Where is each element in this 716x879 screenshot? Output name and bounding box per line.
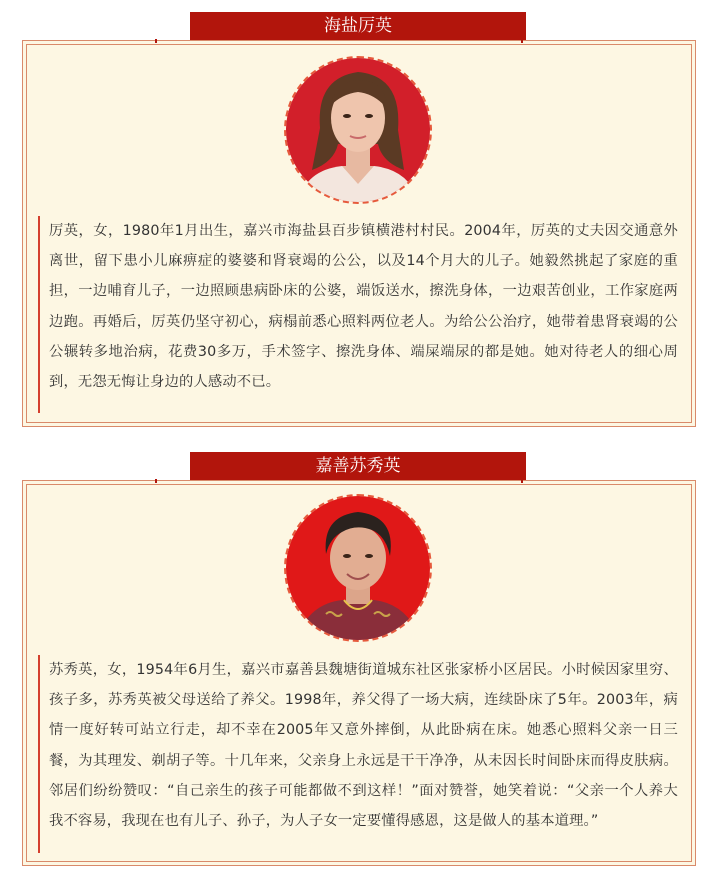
profile-bio: 厉英，女，1980年1月出生，嘉兴市海盐县百步镇横港村村民。2004年，厉英的丈夫因交通意外离世，留下患小儿麻痹症的婆婆和肾衰竭的公公，以及14个月大的儿子。她毅然挑起了家庭的重担，一边哺育儿子，一边照顾患病卧床的公婆，端饭送水，擦洗身体，一边艰苦创业，工作家庭两边跑。再婚后，厉英仍坚守初心，病榻前悉心照料两位老人。为给公公治疗，她带着患肾衰竭的公公辗转多地治病，花费30多万，手术签字、擦洗身体、端屎端尿的都是她。她对待老人的细心周到，无怨无悔让身边的人感动不已。 <box>38 216 684 413</box>
profile-bio: 苏秀英，女，1954年6月生，嘉兴市嘉善县魏塘街道城东社区张家桥小区居民。小时候因家里穷、孩子多，苏秀英被父母送给了养父。1998年，养父得了一场大病，连续卧床了5年。2003年，病情一度好转可站立行走，却不幸在2005年又意外摔倒，从此卧病在床。她悉心照料父亲一日三餐，为其理发、剃胡子等。十几年来，父亲身上永远是干干净净，从未因长时间卧床而得皮肤病。邻居们纷纷赞叹：“自己亲生的孩子可能都做不到这样！”面对赞誉，她笑着说：“父亲一个人养大我不容易，我现在也有儿子、孙子，为人子女一定要懂得感恩，这是做人的基本道理。” <box>38 655 684 853</box>
profile-name: 嘉善苏秀英 <box>315 456 401 476</box>
portrait-woman-elderly-icon <box>286 496 430 640</box>
profile-photo <box>284 56 432 204</box>
profile-photo <box>284 494 432 642</box>
frame-ornament <box>155 479 157 483</box>
profile-name: 海盐厉英 <box>324 16 392 36</box>
profile-name-banner <box>190 452 526 480</box>
portrait-woman-young-icon <box>286 58 430 202</box>
profile-name-banner <box>190 12 526 40</box>
frame-ornament <box>155 39 157 43</box>
